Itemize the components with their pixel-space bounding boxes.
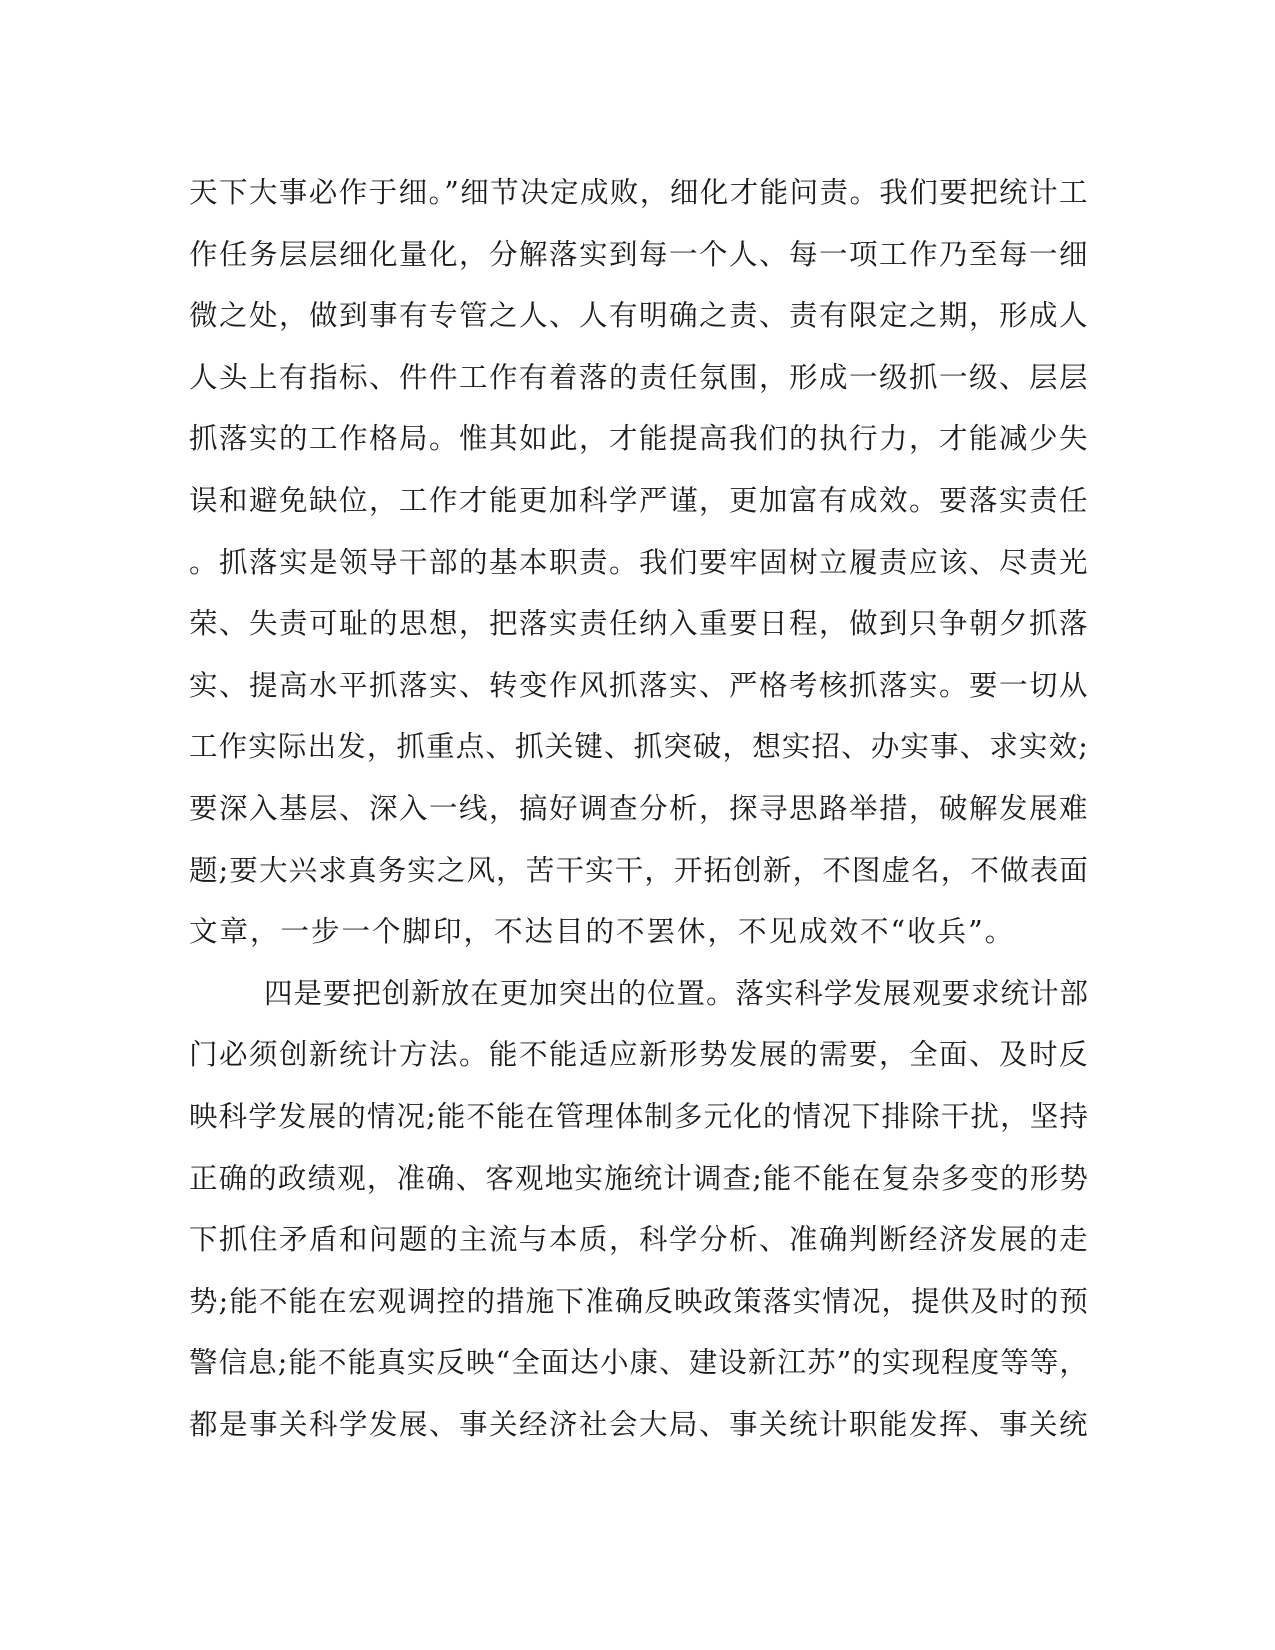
text-line: 抓落实的工作格局。惟其如此，才能提高我们的执行力，才能减少失 (189, 422, 1089, 456)
text-line: 误和避免缺位，工作才能更加科学严谨，更加富有成效。要落实责任 (189, 483, 1089, 517)
text-line: 微之处，做到事有专管之人、人有明确之责、责有限定之期，形成人 (189, 299, 1089, 333)
text-line: 实、提高水平抓落实、转变作风抓落实、严格考核抓落实。要一切从 (189, 668, 1089, 702)
paragraph-start-line: 四是要把创新放在更加突出的位置。落实科学发展观要求统计部 (264, 976, 1089, 1010)
text-line: 人头上有指标、件件工作有着落的责任氛围，形成一级抓一级、层层 (189, 360, 1089, 394)
text-line: 题;要大兴求真务实之风，苦干实干，开拓创新，不图虚名，不做表面 (189, 853, 1089, 887)
text-line: 。抓落实是领导干部的基本职责。我们要牢固树立履责应该、尽责光 (189, 545, 1089, 579)
text-line: 下抓住矛盾和问题的主流与本质，科学分析、准确判断经济发展的走 (189, 1223, 1089, 1257)
text-line: 文章，一步一个脚印，不达目的不罢休，不见成效不“收兵”。 (189, 915, 1016, 949)
text-line: 要深入基层、深入一线，搞好调查分析，探寻思路举措，破解发展难 (189, 791, 1089, 825)
text-line: 荣、失责可耻的思想，把落实责任纳入重要日程，做到只争朝夕抓落 (189, 607, 1089, 641)
text-line: 正确的政绩观，准确、客观地实施统计调查;能不能在复杂多变的形势 (189, 1161, 1089, 1195)
text-line: 警信息;能不能真实反映“全面达小康、建设新江苏”的实现程度等等， (189, 1346, 1089, 1380)
text-line: 势;能不能在宏观调控的措施下准确反映政策落实情况，提供及时的预 (189, 1284, 1089, 1318)
text-line: 映科学发展的情况;能不能在管理体制多元化的情况下排除干扰，坚持 (189, 1099, 1089, 1133)
text-line: 门必须创新统计方法。能不能适应新形势发展的需要，全面、及时反 (189, 1038, 1089, 1072)
body-text (189, 162, 1089, 1455)
text-line: 作任务层层细化量化，分解落实到每一个人、每一项工作乃至每一细 (189, 237, 1089, 271)
text-line: 工作实际出发，抓重点、抓关键、抓突破，想实招、办实事、求实效; (189, 730, 1089, 764)
text-line: 天下大事必作于细。”细节决定成败，细化才能问责。我们要把统计工 (189, 176, 1089, 209)
text-line: 都是事关科学发展、事关经济社会大局、事关统计职能发挥、事关统 (189, 1407, 1089, 1441)
